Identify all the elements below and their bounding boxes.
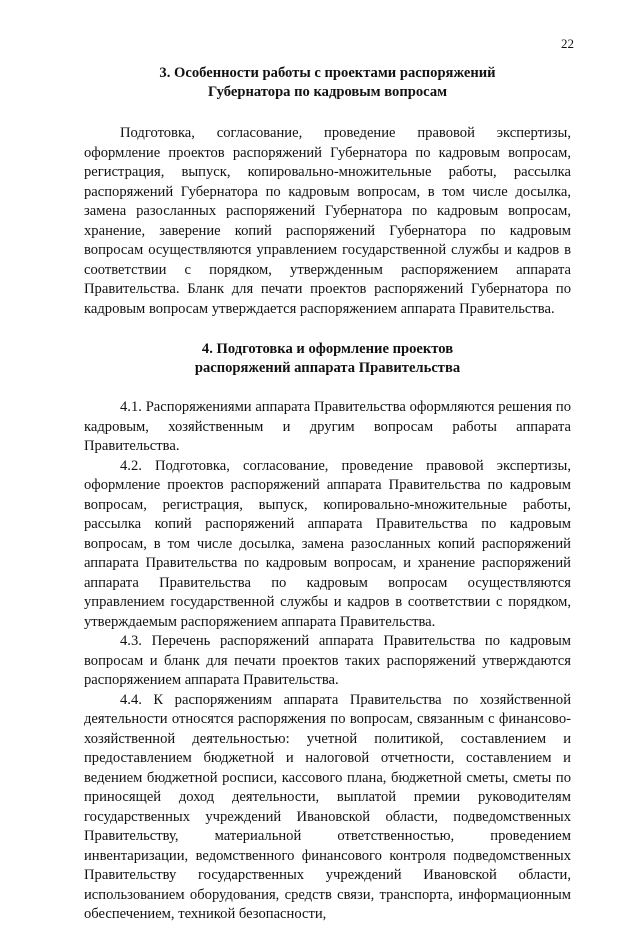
paragraph-4-3: 4.3. Перечень распоряжений аппарата Правительства по кадровым вопросам и бланк для печати проектов таких распоряжений утверждаются распоряжением аппарата Правительства.: [84, 633, 571, 688]
paragraph-4-1: 4.1. Распоряжениями аппарата Правительства оформляются решения по кадровым, хозяйственным и другим вопросам работы аппарата Правительства.: [84, 399, 571, 454]
paragraph-4-2: 4.2. Подготовка, согласование, проведение правовой экспертизы, оформление проектов распоряжений аппарата Правительства по кадровым вопросам, регистрация, выпуск, копировально-множительные работы, рассылка копий распоряжений аппарата Правительства по кадровым вопросам, в том числе досылка, замена разосланных копий распоряжений аппарата Правительства по кадровым вопросам, и хранение распоряжений аппарата Правительства по кадровым вопросам осуществляются управлением государственной службы и кадров в соответствии с порядком, утверждаемым распоряжением аппарата Правительства.: [84, 457, 571, 630]
document-body: [84, 64, 571, 925]
section-4-heading-line-1: 4. Подготовка и оформление проектов: [201, 341, 454, 357]
section-4-heading: [84, 340, 571, 378]
page-number: 22: [561, 36, 574, 51]
section-3-paragraph: Подготовка, согласование, проведение правовой экспертизы, оформление проектов распоряжений Губернатора по кадровым вопросам, регистрация, выпуск, копировально-множительные работы, рассылка распоряжений Губернатора по кадровым вопросам, в том числе досылка, замена разосланных распоряжений Губернатора по кадровым вопросам, хранение, заверение копий распоряжений Губернатора по кадровым вопросам осуществляются управлением государственной службы и кадров в соответствии с порядком, утвержденным распоряжением аппарата Правительства. Бланк для печати проектов распоряжений Губернатора по кадровым вопросам утверждается распоряжением аппарата Правительства.: [84, 125, 571, 317]
section-4-heading-line-2: распоряжений аппарата Правительства: [194, 360, 461, 376]
section-3-heading-line-2: Губернатора по кадровым вопросам: [207, 84, 448, 100]
paragraph-4-4: 4.4. К распоряжениям аппарата Правительства по хозяйственной деятельности относятся распоряжения по вопросам, связанным с финансово-хозяйственной деятельностью: учетной политикой, составлением и предоставлением бюджетной и налоговой отчетности, составлением и ведением бюджетной росписи, кассового плана, бюджетной сметы, сметы по приносящей доход деятельности, выплатой премии руководителям государственных учреждений Ивановской области, подведомственных Правительству, материальной ответственностью, проведением инвентаризации, ведомственного финансового контроля подведомственных Правительству государственных учреждений Ивановской области, использованием оборудования, средств связи, транспорта, информационным обеспечением, техникой безопасности,: [84, 691, 571, 922]
section-3-heading: [84, 64, 571, 102]
section-3-heading-line-1: 3. Особенности работы с проектами распоряжений: [159, 65, 496, 81]
